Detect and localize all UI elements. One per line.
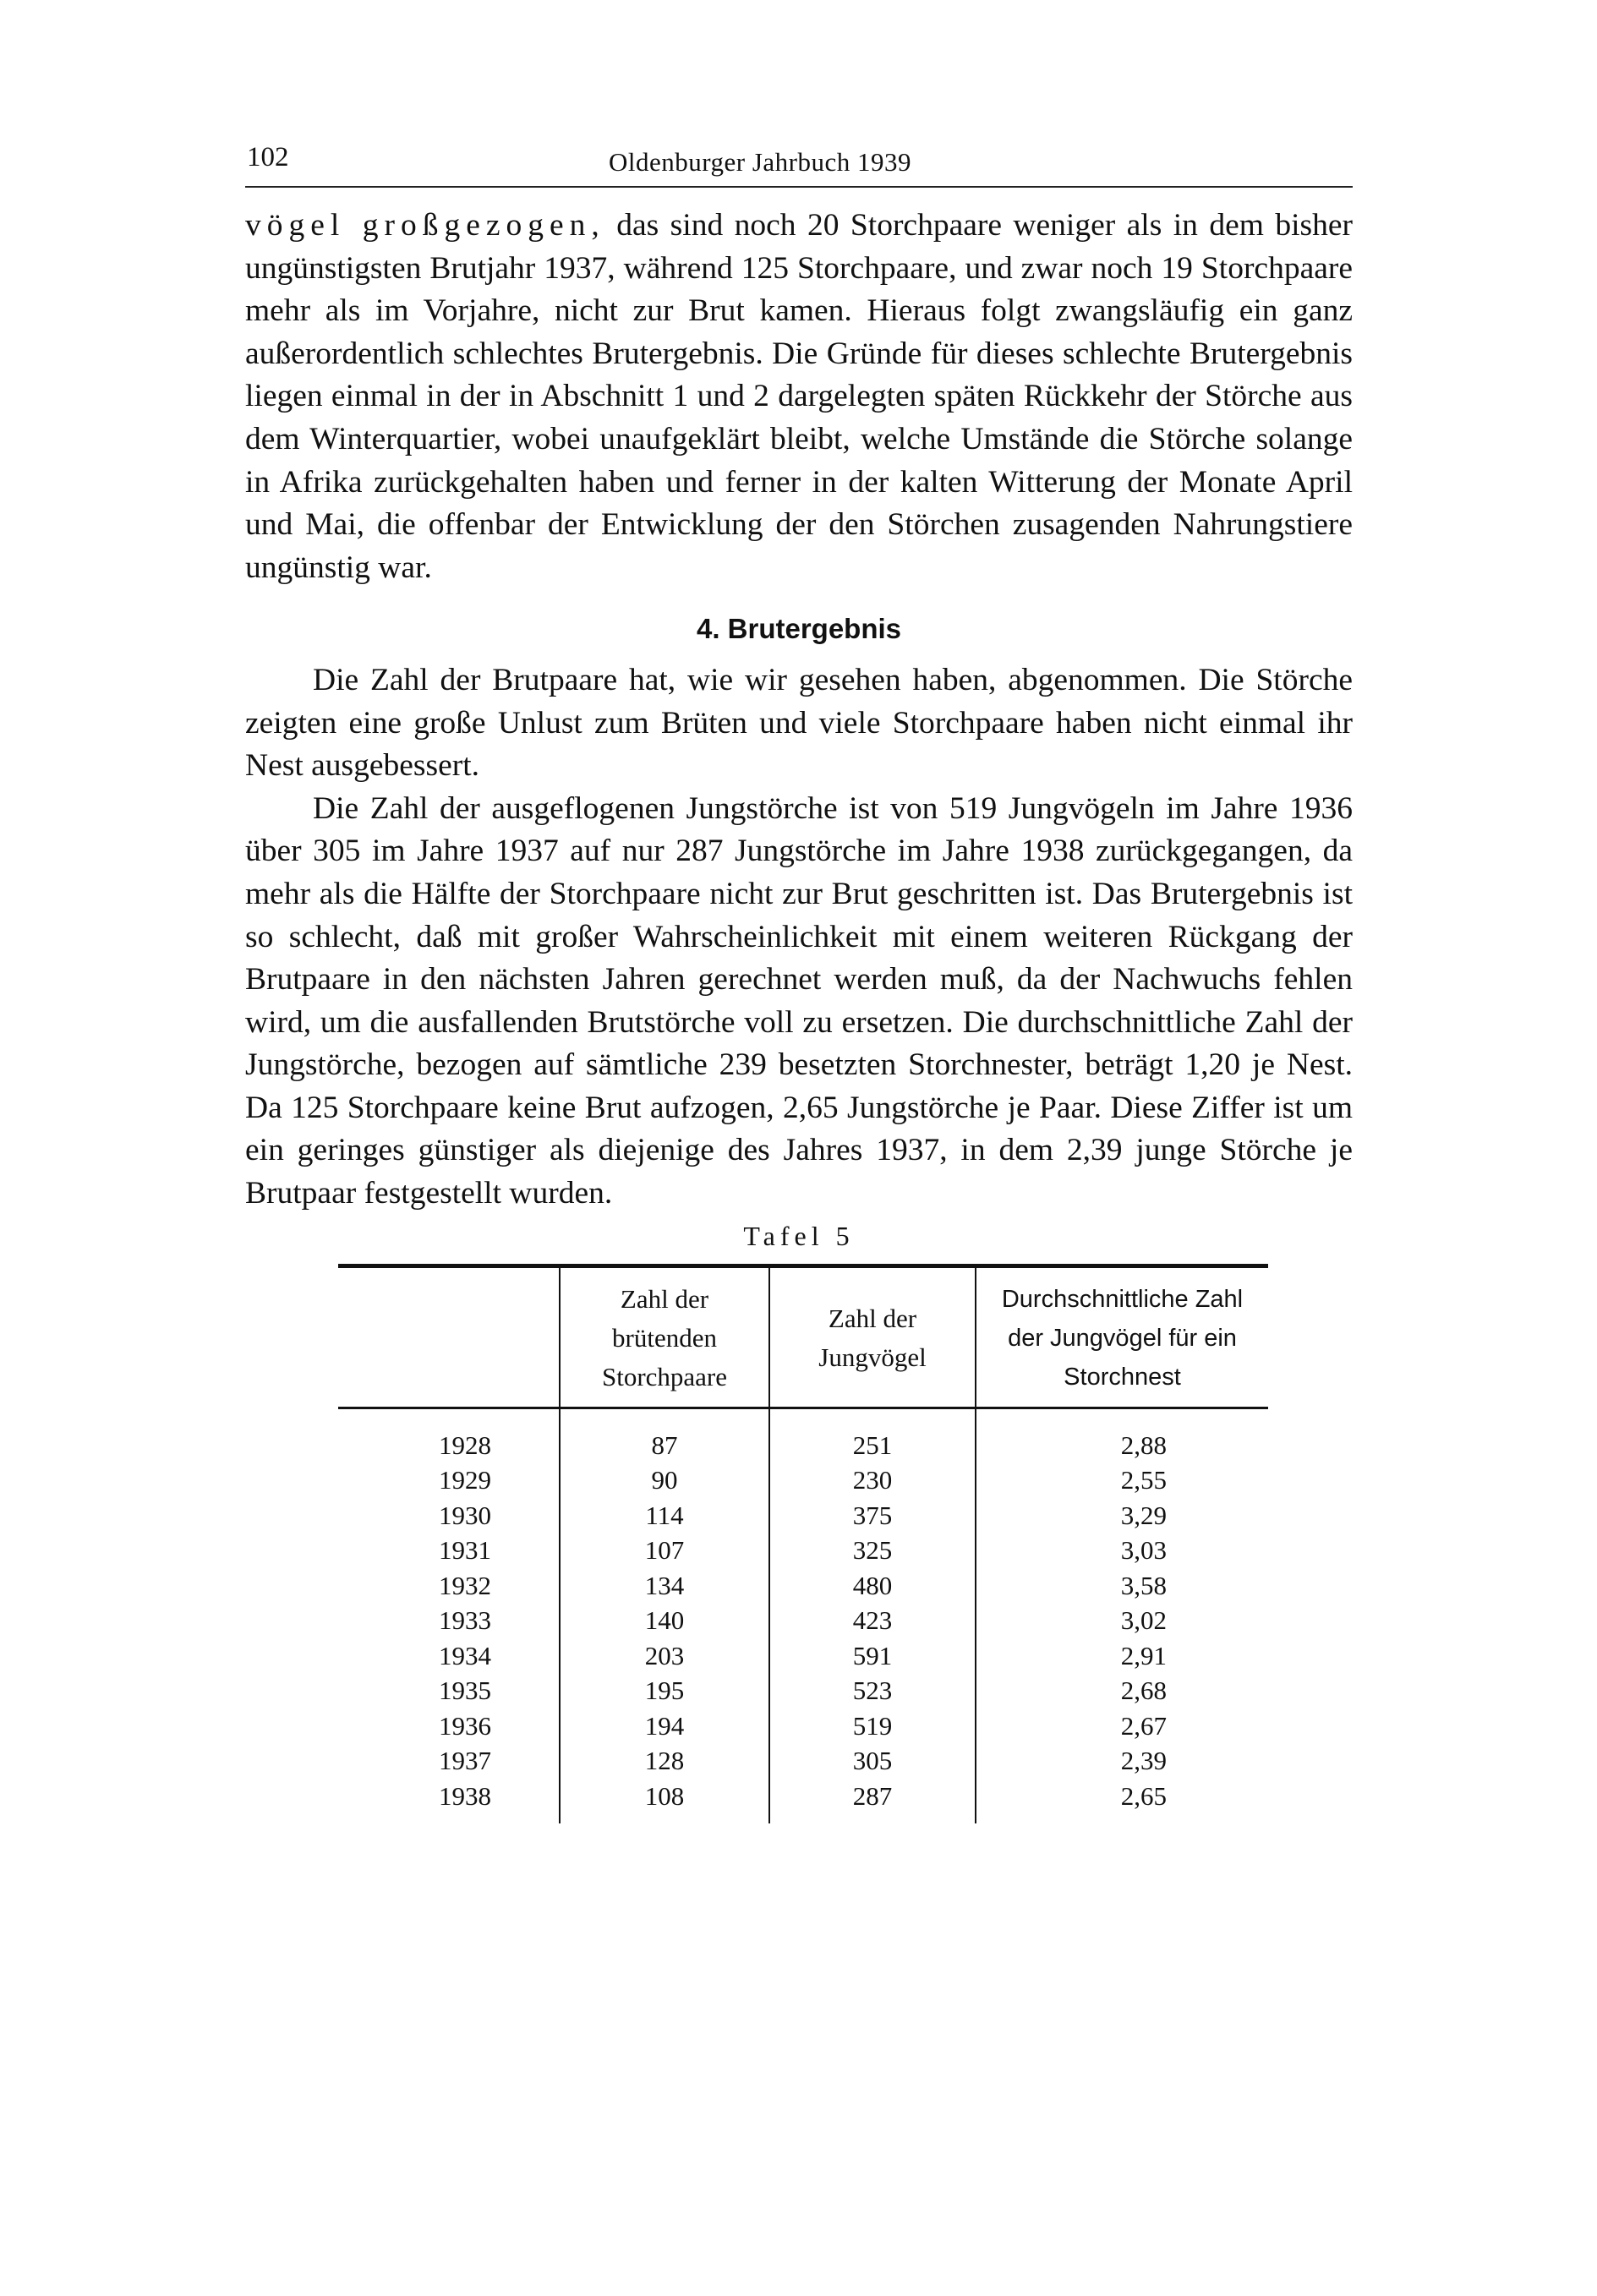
cell-young-birds: 325 [769, 1533, 976, 1568]
cell-year: 1928 [439, 1430, 491, 1460]
cell-breeding-pairs: 203 [560, 1638, 769, 1674]
body-text [245, 205, 1353, 1216]
cell-year: 1938 [439, 1780, 491, 1811]
cell-breeding-pairs: 114 [560, 1498, 769, 1533]
table-row [338, 1498, 1268, 1533]
paragraph-text: das sind noch 20 Storchpaare weniger als in dem bisher ungünstigsten Brutjahr 1937, während 125 Storchpaare, und zwar noch 19 Storchpaare mehr als im Vorjahre, nicht zur Brut kamen. Hieraus folgt zwangsläufig ein ganz außerordentlich schlechtes Brutergebnis. Die Gründe für dieses schlechte Brutergebnis liegen einmal in der in Abschnitt 1 und 2 dargelegten späten Rückkehr der Störche aus dem Winterquartier, wobei unaufgeklärt bleibt, welche Umstände die Störche solange in Afrika zurückgehalten haben und ferner in der kalten Witterung der Monate April und Mai, die offenbar der Entwicklung der den Störchen zusagenden Nahrungstiere ungünstig war. [245, 208, 1354, 585]
cell-average-per-nest: 2,39 [976, 1743, 1268, 1779]
cell-average-per-nest: 3,29 [976, 1498, 1268, 1533]
cell-average-per-nest: 2,55 [976, 1462, 1268, 1498]
cell-breeding-pairs: 195 [560, 1673, 769, 1708]
cell-young-birds: 287 [769, 1779, 976, 1824]
cell-year: 1936 [439, 1710, 491, 1741]
section-heading: 4. Brutergebnis [696, 613, 902, 645]
cell-young-birds: 480 [769, 1568, 976, 1604]
cell-breeding-pairs: 90 [560, 1462, 769, 1498]
table-body [338, 1408, 1268, 1823]
cell-year: 1934 [439, 1640, 491, 1670]
cell-breeding-pairs: 194 [560, 1708, 769, 1744]
cell-breeding-pairs: 140 [560, 1603, 769, 1638]
table-row [338, 1533, 1268, 1568]
cell-breeding-pairs: 107 [560, 1533, 769, 1568]
header-year [338, 1266, 560, 1408]
table-row [338, 1708, 1268, 1744]
table-caption: Tafel 5 [743, 1220, 855, 1251]
table-row [338, 1603, 1268, 1638]
cell-average-per-nest: 2,65 [976, 1779, 1268, 1824]
cell-average-per-nest: 3,03 [976, 1533, 1268, 1568]
cell-young-birds: 591 [769, 1638, 976, 1674]
paragraph-continuation [245, 205, 1353, 589]
table-header-row [338, 1266, 1268, 1408]
table-row [338, 1638, 1268, 1674]
cell-year: 1935 [439, 1676, 491, 1706]
running-head [245, 127, 1353, 188]
stork-statistics-table [338, 1264, 1268, 1824]
cell-breeding-pairs: 87 [560, 1408, 769, 1462]
cell-breeding-pairs: 128 [560, 1743, 769, 1779]
cell-young-birds: 523 [769, 1673, 976, 1708]
document-page [245, 127, 1353, 1823]
cell-average-per-nest: 2,88 [976, 1408, 1268, 1462]
journal-title: Oldenburger Jahrbuch 1939 [609, 147, 912, 177]
cell-breeding-pairs: 134 [560, 1568, 769, 1604]
cell-average-per-nest: 2,68 [976, 1673, 1268, 1708]
cell-breeding-pairs: 108 [560, 1779, 769, 1824]
cell-young-birds: 375 [769, 1498, 976, 1533]
cell-young-birds: 230 [769, 1462, 976, 1498]
table-row [338, 1673, 1268, 1708]
table-row [338, 1462, 1268, 1498]
cell-average-per-nest: 3,58 [976, 1568, 1268, 1604]
paragraph-breeding-pairs: Die Zahl der Brutpaare hat, wie wir gesehen haben, abgenommen. Die Störche zeigten eine große Unlust zum Brüten und viele Storchpaare haben nicht einmal ihr Nest ausgebessert. [245, 662, 1353, 784]
header-breeding-pairs: Zahl der brütenden Storchpaare [560, 1266, 769, 1408]
header-young-birds: Zahl der Jungvögel [769, 1266, 976, 1408]
page-number: 102 [247, 142, 289, 172]
cell-young-birds: 423 [769, 1603, 976, 1638]
cell-young-birds: 251 [769, 1408, 976, 1462]
cell-year: 1932 [439, 1570, 491, 1600]
cell-year: 1931 [439, 1535, 491, 1566]
cell-average-per-nest: 3,02 [976, 1603, 1268, 1638]
paragraph-young-storks: Die Zahl der ausgeflogenen Jungstörche ist von 519 Jungvögeln im Jahre 1936 über 305 im Jahre 1937 auf nur 287 Jungstörche im Jahre 1938 zurückgegangen, da mehr als die Hälfte der Storchpaare nicht zur Brut geschritten ist. Das Brutergebnis ist so schlecht, daß mit großer Wahrscheinlichkeit mit einem weiteren Rückgang der Brutpaare in den nächsten Jahren gerechnet werden muß, da der Nachwuchs fehlen wird, um die ausfallenden Brutstörche voll zu ersetzen. Die durchschnittliche Zahl der Jungstörche, bezogen auf sämtliche 239 besetzten Storchnester, beträgt 1,20 je Nest. Da 125 Storchpaare keine Brut aufzogen, 2,65 Jungstörche je Paar. Diese Ziffer ist um ein geringes günstiger als diejenige des Jahres 1937, in dem 2,39 junge Störche je Brutpaar festgestellt wurden. [245, 790, 1353, 1211]
cell-average-per-nest: 2,67 [976, 1708, 1268, 1744]
table-row [338, 1408, 1268, 1462]
cell-year: 1933 [439, 1605, 491, 1636]
spaced-emphasis: vögel großgezogen, [245, 208, 605, 243]
cell-year: 1937 [439, 1746, 491, 1776]
cell-average-per-nest: 2,91 [976, 1638, 1268, 1674]
cell-young-birds: 519 [769, 1708, 976, 1744]
cell-year: 1929 [439, 1465, 491, 1495]
table-row [338, 1743, 1268, 1779]
table-row [338, 1779, 1268, 1824]
table-row [338, 1568, 1268, 1604]
cell-young-birds: 305 [769, 1743, 976, 1779]
header-average-per-nest: Durchschnittliche Zahl der Jungvögel für ein Storchnest [976, 1266, 1268, 1408]
cell-year: 1930 [439, 1500, 491, 1530]
